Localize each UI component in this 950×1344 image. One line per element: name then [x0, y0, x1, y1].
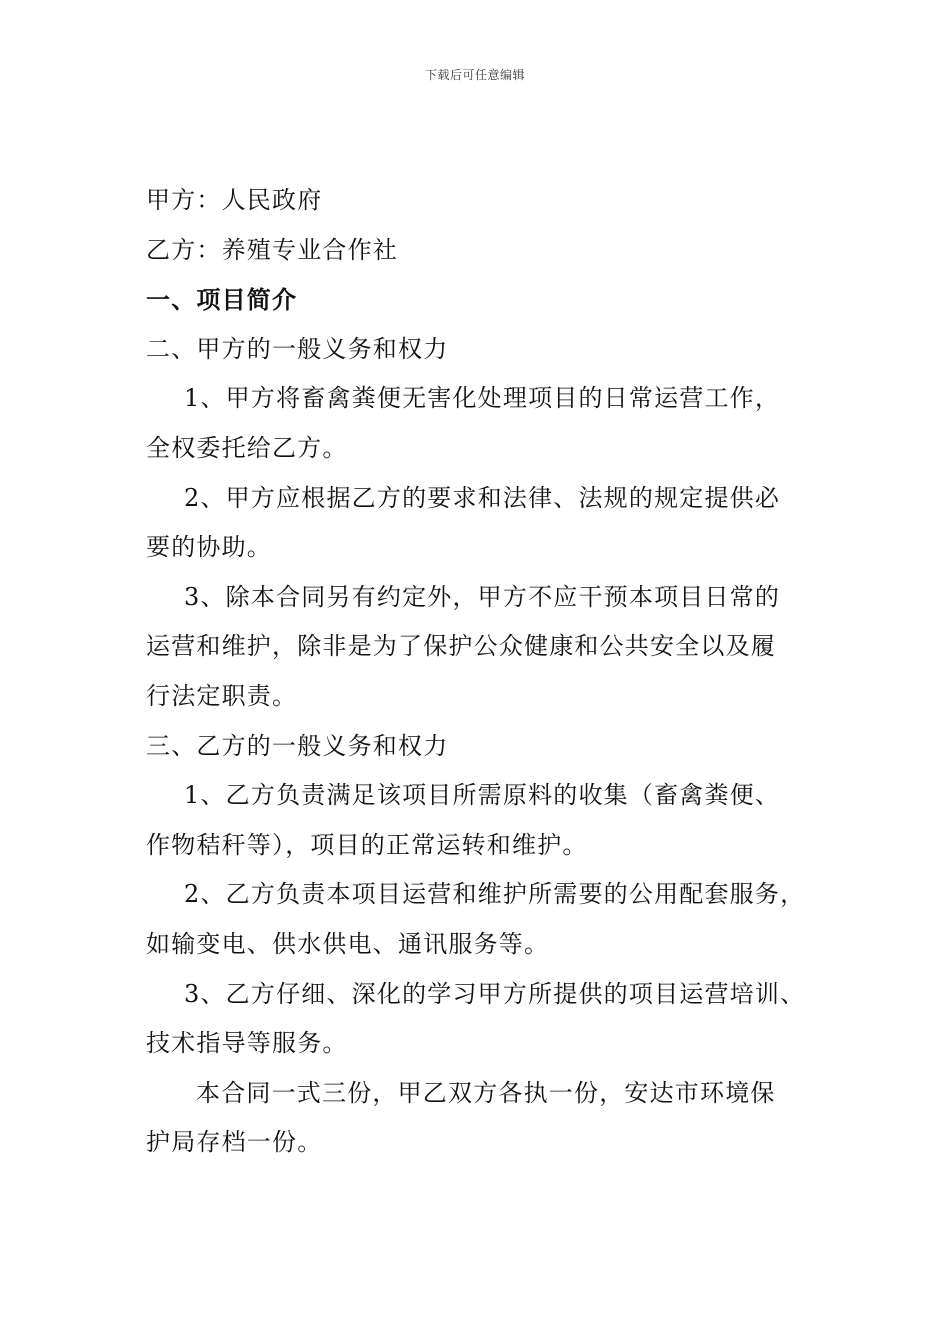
section-heading-project-intro: 一、项目简介 — [146, 285, 298, 315]
party-a-line: 甲方：人民政府 — [146, 186, 323, 214]
clause-b1-line1: 1、乙方负责满足该项目所需原料的收集（畜禽粪便、 — [184, 781, 781, 810]
clause-b3-line1: 3、乙方仔细、深化的学习甲方所提供的项目运营培训、 — [184, 979, 806, 1008]
clause-b3-line2: 技术指导等服务。 — [146, 1029, 348, 1058]
clause-a2-line1: 2、甲方应根据乙方的要求和法律、法规的规定提供必 — [184, 483, 781, 512]
page-header-note: 下载后可任意编辑 — [424, 68, 525, 82]
clause-a1-line2: 全权委托给乙方。 — [146, 433, 348, 462]
section-heading-party-a-duties: 二、甲方的一般义务和权力 — [146, 334, 449, 363]
clause-a1-line1: 1、甲方将畜禽粪便无害化处理项目的日常运营工作， — [184, 384, 781, 413]
clause-a3-line1: 3、除本合同另有约定外，甲方不应干预本项目日常的 — [184, 582, 781, 611]
clause-b2-line2: 如输变电、供水供电、通讯服务等。 — [146, 929, 550, 958]
closing-clause-line2: 护局存档一份。 — [146, 1128, 323, 1157]
document-body — [146, 176, 826, 1168]
clause-b1-line2: 作物秸秆等），项目的正常运转和维护。 — [146, 830, 588, 859]
closing-clause-line1: 本合同一式三份，甲乙双方各执一份，安达市环境保 — [196, 1078, 776, 1107]
clause-b2-line1: 2、乙方负责本项目运营和维护所需要的公用配套服务， — [184, 880, 806, 909]
party-b-line: 乙方：养殖专业合作社 — [146, 235, 398, 264]
clause-a3-line2: 运营和维护，除非是为了保护公众健康和公共安全以及履 — [146, 632, 776, 661]
section-heading-party-b-duties: 三、乙方的一般义务和权力 — [146, 731, 449, 760]
clause-a3-line3: 行法定职责。 — [146, 681, 298, 710]
clause-a2-line2: 要的协助。 — [146, 533, 272, 562]
